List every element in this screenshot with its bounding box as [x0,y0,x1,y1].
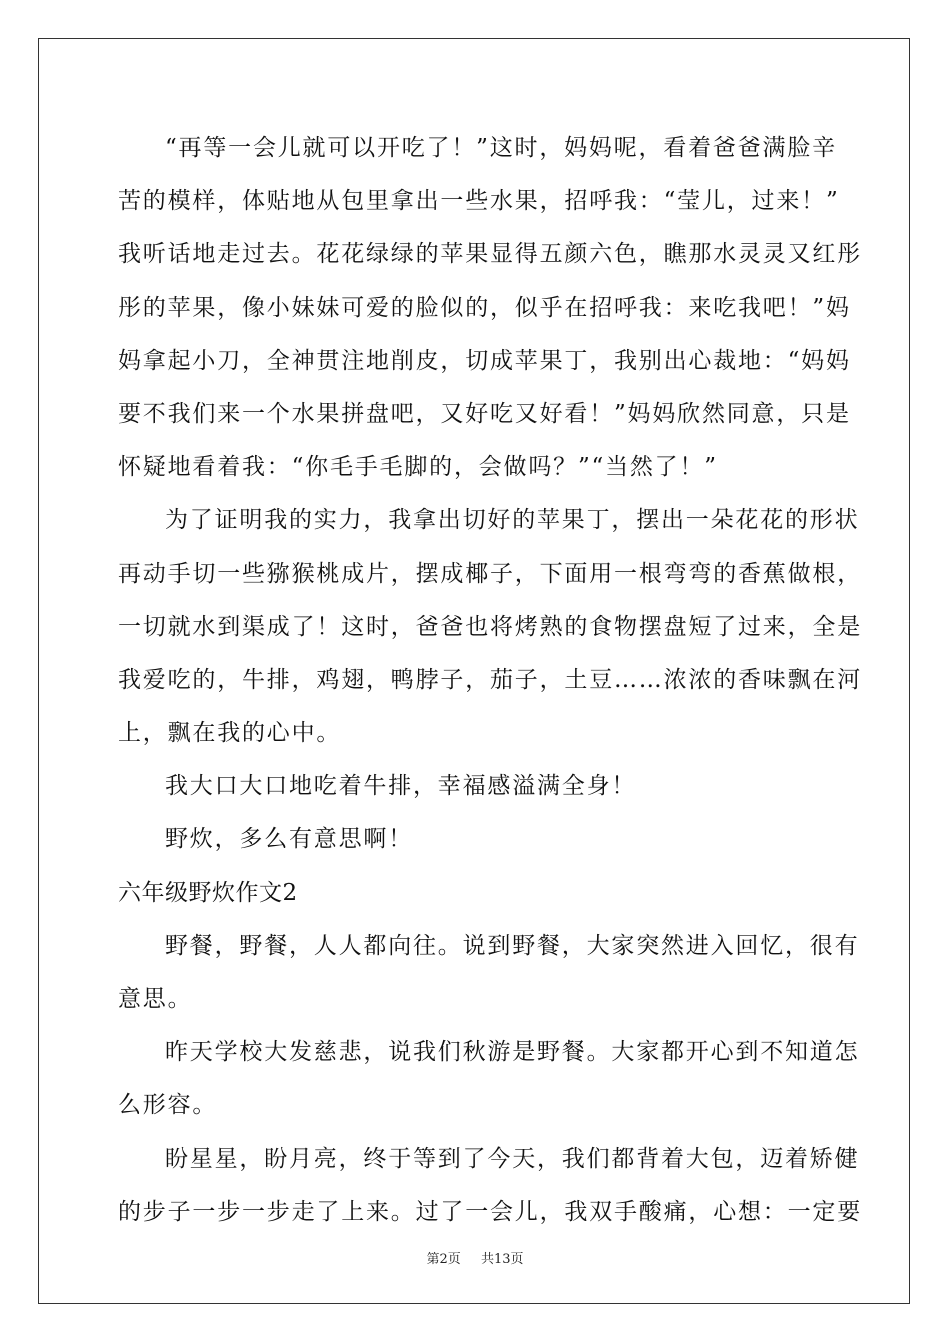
paragraph-line: 我听话地走过去。花花绿绿的苹果显得五颜六色，瞧那水灵灵又红彤 [118,241,862,268]
paragraph-line: 么形容。 [118,1092,218,1119]
section-heading: 六年级野炊作文2 [118,879,298,906]
paragraph-line: 为了证明我的实力，我拿出切好的苹果丁，摆出一朵花花的形状 [165,507,860,534]
paragraph-line: 昨天学校大发慈悲，说我们秋游是野餐。大家都开心到不知道怎 [165,1039,860,1066]
paragraph-line: 再动手切一些猕猴桃成片，摆成椰子，下面用一根弯弯的香蕉做根， [118,560,862,587]
paragraph-line: 野餐，野餐，人人都向往。说到野餐，大家突然进入回忆，很有 [165,932,860,959]
page-number: 第2页 [426,1252,461,1267]
paragraph-line: 一切就水到渠成了！这时，爸爸也将烤熟的食物摆盘短了过来，全是 [118,613,862,640]
paragraph-line: 怀疑地看着我：“你毛手毛脚的，会做吗？”“当然了！” [118,454,718,481]
page-total: 共13页 [480,1252,524,1267]
page-footer [0,1248,950,1267]
paragraph-line: 盼星星，盼月亮，终于等到了今天，我们都背着大包，迈着矫健 [165,1145,860,1172]
paragraph-line: “再等一会儿就可以开吃了！”这时，妈妈呢，看着爸爸满脸辛 [165,135,837,161]
paragraph-line: 要不我们来一个水果拼盘吧，又好吃又好看！”妈妈欣然同意，只是 [118,400,851,427]
paragraph-line: 彤的苹果，像小妹妹可爱的脸似的，似乎在招呼我：来吃我吧！”妈 [118,294,851,321]
document-body [118,122,862,1239]
paragraph-line: 我大口大口地吃着牛排，幸福感溢满全身！ [165,773,637,800]
paragraph-line: 我爱吃的，牛排，鸡翅，鸭脖子，茄子，土豆……浓浓的香味飘在河 [118,666,862,693]
paragraph-line: 的步子一步一步走了上来。过了一会儿，我双手酸痛，心想：一定要 [118,1198,862,1225]
paragraph-line: 上，飘在我的心中。 [118,720,342,747]
paragraph-line: 意思。 [118,986,193,1012]
paragraph-line: 苦的模样，体贴地从包里拿出一些水果，招呼我：“莹儿，过来！” [118,188,840,215]
paragraph-line: 野炊，多么有意思啊！ [165,826,413,853]
paragraph-line: 妈拿起小刀，全神贯注地削皮，切成苹果丁，我别出心裁地：“妈妈 [118,347,851,374]
